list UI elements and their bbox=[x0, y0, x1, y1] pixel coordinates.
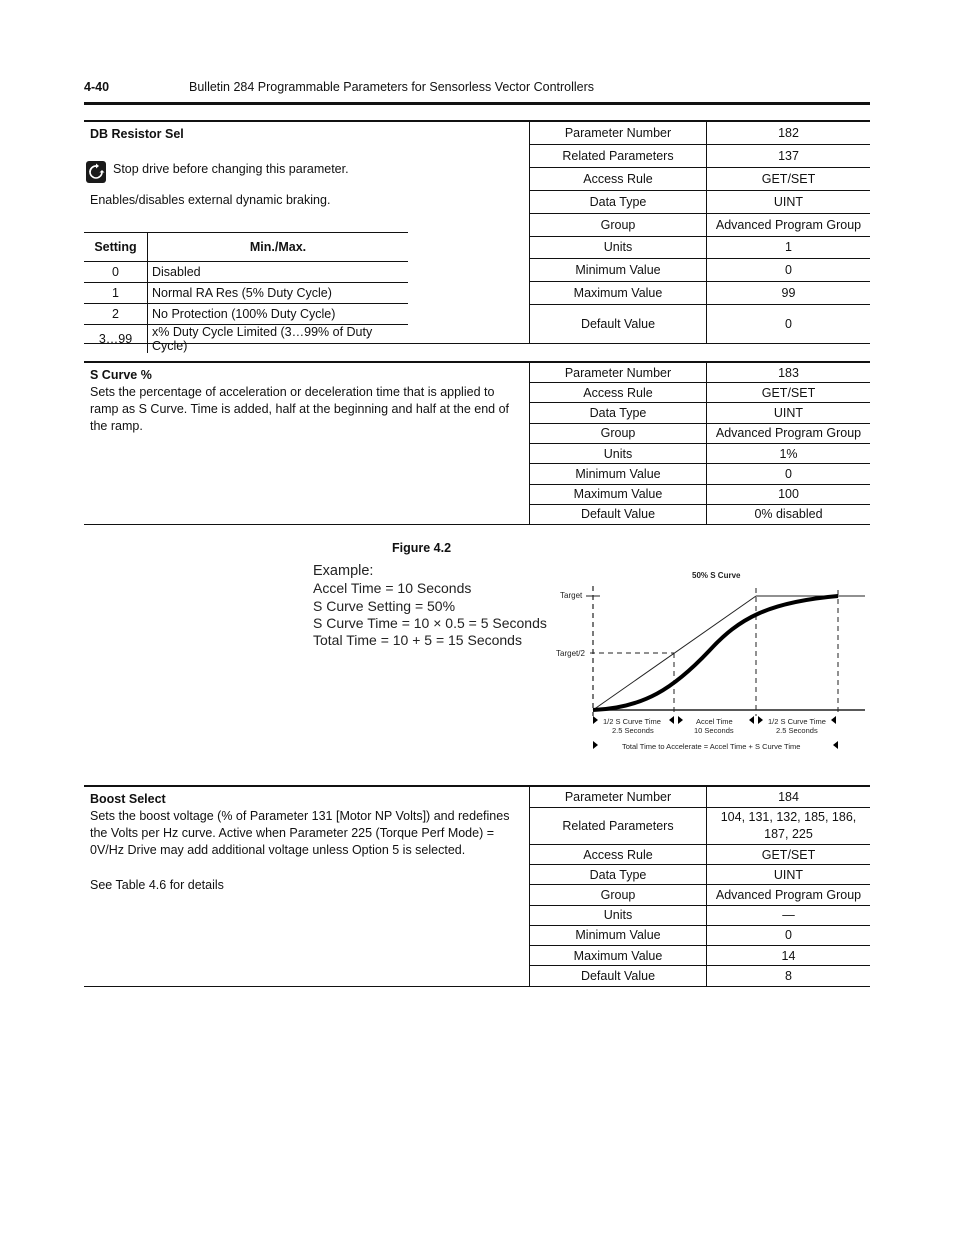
table-row bbox=[530, 190, 870, 213]
table-row bbox=[530, 403, 870, 423]
parameter-table bbox=[530, 122, 870, 343]
s-curve-params bbox=[529, 363, 870, 524]
parameter-description: Sets the boost voltage (% of Parameter 131 [Motor NP Volts]) and redefines the Volts per Hz curve. Active when Parameter 225 (Torque Perf Mode) = 0V/Hz Drive may add additional voltage unless Option 5 is selected. bbox=[90, 809, 510, 857]
segment-3-sublabel: 2.5 Seconds bbox=[776, 726, 818, 735]
chart-title: 50% S Curve bbox=[692, 571, 741, 580]
figure-caption: Figure 4.2 bbox=[392, 541, 452, 555]
table-row bbox=[530, 443, 870, 463]
half-target-label: Target/2 bbox=[556, 649, 585, 658]
param-key: Minimum Value bbox=[530, 258, 707, 281]
table-row bbox=[530, 905, 870, 925]
param-key: Default Value bbox=[530, 304, 707, 343]
settings-table bbox=[84, 232, 408, 353]
parameter-title: DB Resistor Sel bbox=[90, 127, 184, 141]
table-row bbox=[84, 304, 408, 325]
param-value: 100 bbox=[707, 484, 871, 504]
param-key: Parameter Number bbox=[530, 363, 707, 383]
table-row bbox=[84, 262, 408, 283]
parameter-description: Enables/disables external dynamic braking. bbox=[90, 193, 331, 207]
table-row bbox=[530, 484, 870, 504]
total-time-label: Total Time to Accelerate = Accel Time + S Curve Time bbox=[622, 742, 801, 751]
setting-desc: x% Duty Cycle Limited (3…99% of Duty Cycle) bbox=[152, 325, 373, 353]
header-rule bbox=[84, 102, 870, 105]
table-row bbox=[530, 865, 870, 885]
param-key: Minimum Value bbox=[530, 925, 707, 945]
param-value: 14 bbox=[707, 946, 871, 966]
param-value: 184 bbox=[707, 787, 871, 807]
param-key: Group bbox=[530, 213, 707, 236]
arrow-icon bbox=[593, 741, 598, 749]
table-row bbox=[530, 122, 870, 144]
target-label: Target bbox=[560, 591, 583, 600]
param-value: 8 bbox=[785, 969, 792, 984]
setting-value: 2 bbox=[84, 304, 148, 325]
param-key: Access Rule bbox=[530, 383, 707, 403]
db-resistor-description bbox=[84, 122, 529, 353]
param-value: GET/SET bbox=[707, 845, 871, 865]
param-value: GET/SET bbox=[707, 383, 871, 403]
table-row bbox=[530, 213, 870, 236]
table-row bbox=[530, 304, 870, 343]
param-value: 1 bbox=[707, 236, 871, 258]
parameter-table bbox=[530, 363, 870, 524]
parameter-table bbox=[530, 787, 870, 986]
db-resistor-section bbox=[84, 120, 870, 353]
param-key: Group bbox=[530, 885, 707, 905]
example-text bbox=[313, 563, 547, 649]
boost-select-description bbox=[84, 787, 529, 986]
example-line: Total Time = 10 + 5 = 15 Seconds bbox=[313, 632, 522, 649]
param-value: 1% bbox=[707, 443, 871, 463]
setting-value: 1 bbox=[84, 283, 148, 304]
param-key: Related Parameters bbox=[530, 807, 707, 844]
table-row bbox=[530, 363, 870, 383]
parameter-title: Boost Select bbox=[90, 792, 166, 806]
segment-1-sublabel: 2.5 Seconds bbox=[612, 726, 654, 735]
arrow-icon bbox=[593, 716, 598, 724]
param-value: 137 bbox=[707, 144, 871, 167]
segment-1-label: 1/2 S Curve Time bbox=[603, 717, 661, 726]
table-row bbox=[530, 787, 870, 807]
setting-desc: Normal RA Res (5% Duty Cycle) bbox=[148, 283, 409, 304]
param-value: GET/SET bbox=[707, 167, 871, 190]
param-value: Advanced Program Group bbox=[707, 213, 871, 236]
see-table-note: See Table 4.6 for details bbox=[90, 878, 224, 892]
param-key: Maximum Value bbox=[530, 281, 707, 304]
param-value: 183 bbox=[707, 363, 871, 383]
table-row bbox=[530, 167, 870, 190]
param-key: Default Value bbox=[530, 504, 707, 524]
arrow-icon bbox=[669, 716, 674, 724]
table-row bbox=[530, 236, 870, 258]
parameter-title: S Curve % bbox=[90, 368, 152, 382]
table-row bbox=[530, 946, 870, 966]
param-key: Access Rule bbox=[530, 167, 707, 190]
s-curve-description bbox=[84, 363, 529, 524]
settings-header-setting: Setting bbox=[84, 233, 148, 262]
param-value: UINT bbox=[707, 403, 871, 423]
db-resistor-params bbox=[529, 122, 870, 343]
param-key: Units bbox=[530, 443, 707, 463]
table-row bbox=[530, 807, 870, 844]
example-line: Accel Time = 10 Seconds bbox=[313, 580, 472, 597]
table-row bbox=[530, 504, 870, 524]
segment-2-sublabel: 10 Seconds bbox=[694, 726, 734, 735]
segment-2-label: Accel Time bbox=[696, 717, 733, 726]
param-key: Minimum Value bbox=[530, 464, 707, 484]
param-key: Data Type bbox=[530, 865, 707, 885]
param-value: 104, 131, 132, 185, 186, 187, 225 bbox=[707, 807, 871, 844]
table-row bbox=[530, 144, 870, 167]
arrow-icon bbox=[758, 716, 763, 724]
s-curve-diagram bbox=[554, 566, 869, 756]
param-key: Units bbox=[530, 905, 707, 925]
param-value: Advanced Program Group bbox=[707, 885, 871, 905]
example-heading: Example: bbox=[313, 563, 374, 579]
example-line: S Curve Time = 10 × 0.5 = 5 Seconds bbox=[313, 614, 547, 631]
param-key: Data Type bbox=[530, 190, 707, 213]
table-row bbox=[530, 845, 870, 865]
param-value: 0% disabled bbox=[754, 507, 823, 522]
boost-select-section bbox=[84, 785, 870, 987]
segment-3-label: 1/2 S Curve Time bbox=[768, 717, 826, 726]
param-key: Data Type bbox=[530, 403, 707, 423]
table-row bbox=[530, 258, 870, 281]
param-key: Parameter Number bbox=[530, 122, 707, 144]
arrow-icon bbox=[831, 716, 836, 724]
param-value: — bbox=[707, 905, 871, 925]
param-value: 0 bbox=[707, 464, 871, 484]
param-value: 182 bbox=[707, 122, 871, 144]
param-key: Parameter Number bbox=[530, 787, 707, 807]
table-row bbox=[84, 283, 408, 304]
table-row bbox=[530, 423, 870, 443]
param-value: 99 bbox=[707, 281, 871, 304]
setting-value: 3…99 bbox=[84, 325, 148, 354]
param-value: 0 bbox=[707, 258, 871, 281]
param-key: Units bbox=[530, 236, 707, 258]
stop-icon bbox=[86, 161, 106, 183]
setting-desc: Disabled bbox=[148, 262, 409, 283]
example-line: S Curve Setting = 50% bbox=[313, 597, 456, 614]
setting-value: 0 bbox=[84, 262, 148, 283]
table-row bbox=[84, 325, 408, 354]
arrow-icon bbox=[833, 741, 838, 749]
param-key: Default Value bbox=[530, 966, 707, 986]
boost-select-params bbox=[529, 787, 870, 986]
page-number: 4-40 bbox=[84, 80, 110, 94]
param-value: 0 bbox=[785, 316, 792, 331]
table-row bbox=[530, 966, 870, 986]
table-row bbox=[530, 885, 870, 905]
param-key: Maximum Value bbox=[530, 484, 707, 504]
param-key: Related Parameters bbox=[530, 144, 707, 167]
param-value: UINT bbox=[707, 865, 871, 885]
table-row bbox=[530, 383, 870, 403]
param-value: Advanced Program Group bbox=[707, 423, 871, 443]
arrow-icon bbox=[749, 716, 754, 724]
settings-header-minmax: Min./Max. bbox=[148, 233, 409, 262]
param-value: 0 bbox=[707, 925, 871, 945]
param-value: UINT bbox=[707, 190, 871, 213]
param-key: Access Rule bbox=[530, 845, 707, 865]
parameter-description: Sets the percentage of acceleration or deceleration time that is applied to ramp as S Curve. Time is added, half at the beginning and half at the end of the ramp. bbox=[90, 385, 510, 433]
arrow-icon bbox=[678, 716, 683, 724]
table-row bbox=[530, 281, 870, 304]
s-curve-section bbox=[84, 361, 870, 525]
setting-desc: No Protection (100% Duty Cycle) bbox=[148, 304, 409, 325]
param-key: Group bbox=[530, 423, 707, 443]
table-row bbox=[530, 925, 870, 945]
page-header-title: Bulletin 284 Programmable Parameters for Sensorless Vector Controllers bbox=[189, 80, 595, 94]
warning-note: Stop drive before changing this parameter. bbox=[113, 162, 349, 176]
param-key: Maximum Value bbox=[530, 946, 707, 966]
table-row bbox=[530, 464, 870, 484]
